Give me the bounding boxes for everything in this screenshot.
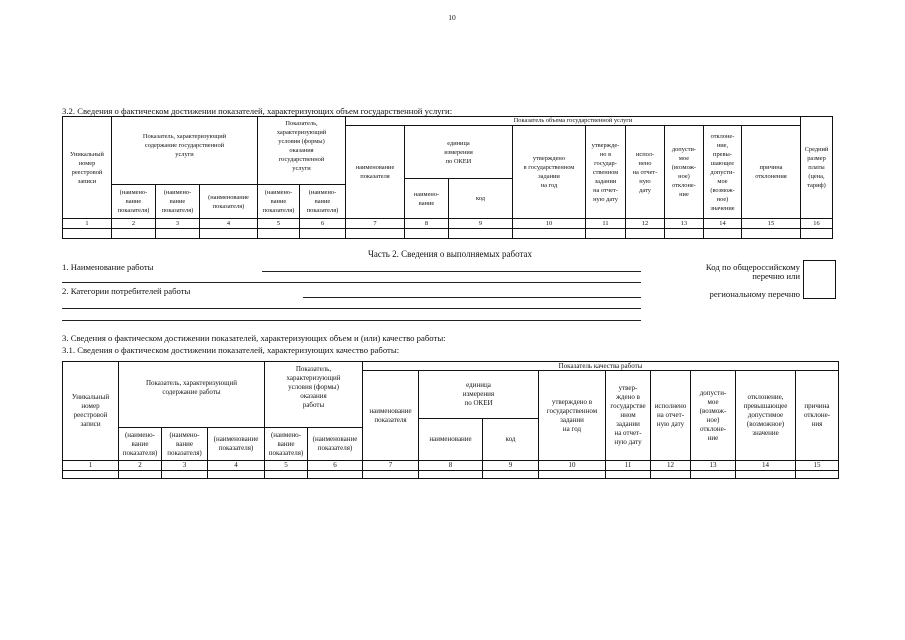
executed-header: испол- нено на отчет- ную дату	[626, 126, 665, 219]
column-number-cell: 14	[736, 461, 796, 471]
empty-value-cell	[796, 471, 839, 479]
code-label-line: региональному перечню	[709, 289, 800, 299]
indicator-name-header: наименование показателя	[346, 126, 405, 219]
empty-value-cell	[691, 471, 736, 479]
empty-value-cell	[119, 471, 162, 479]
empty-value-cell	[200, 229, 258, 239]
column-number-cell: 15	[742, 219, 801, 229]
column-number-cell: 6	[308, 461, 363, 471]
empty-value-cell	[346, 229, 405, 239]
column-number-cell: 11	[586, 219, 626, 229]
indicator-name-subheader: (наименование показателя)	[200, 185, 258, 219]
empty-value-cell	[801, 229, 833, 239]
column-number-cell: 9	[449, 219, 513, 229]
column-number-cell: 16	[801, 219, 833, 229]
column-number-cell: 2	[112, 219, 156, 229]
consumer-category-field-line	[62, 320, 641, 321]
okei-unit-name-header: наименование	[419, 419, 483, 461]
empty-value-cell	[513, 229, 586, 239]
deviation-reason-header: причина отклонения	[742, 126, 801, 219]
indicator-name-subheader: (наимено- вание показателя)	[156, 185, 200, 219]
code-label-line: перечню или	[752, 271, 800, 281]
page-number: 10	[448, 13, 456, 22]
column-number-cell: 5	[258, 219, 300, 229]
volume-table	[62, 116, 833, 239]
column-number-cell: 12	[651, 461, 691, 471]
average-fee-header: Средний размер платы (цена, тариф)	[801, 117, 833, 219]
okei-unit-code-header: код	[449, 179, 513, 219]
column-number-cell: 8	[419, 461, 483, 471]
consumer-category-field-line	[303, 297, 641, 298]
empty-value-cell	[626, 229, 665, 239]
allowed-deviation-header: допусти- мое (возмож- ное) отклоне- ние	[691, 371, 736, 461]
empty-value-cell	[586, 229, 626, 239]
column-number-cell: 7	[346, 219, 405, 229]
section-3-2-title: 3.2. Сведения о фактическом достижении показателей, характеризующих объем государственной услуги:	[62, 106, 453, 116]
column-number-cell: 2	[119, 461, 162, 471]
empty-value-cell	[308, 471, 363, 479]
indicator-name-subheader: (наимено- вание показателя)	[119, 428, 162, 461]
empty-value-cell	[265, 471, 308, 479]
okei-unit-name-header: наимено- вание	[405, 179, 449, 219]
okei-unit-header: единица измерения по ОКЕИ	[419, 371, 539, 419]
empty-value-cell	[606, 471, 651, 479]
part-2-title: Часть 2. Сведения о выполняемых работах	[368, 249, 532, 259]
section-3-1-title: 3.1. Сведения о фактическом достижении показателей, характеризующих качество работы:	[62, 345, 400, 355]
empty-value-cell	[63, 229, 112, 239]
excess-deviation-header: отклонение, превышающее допустимое (возможное) значение	[736, 371, 796, 461]
empty-value-cell	[162, 471, 208, 479]
excess-deviation-header: отклоне- ние, превы- шающее допусти- мое (возмож- ное) значение	[704, 126, 742, 219]
empty-value-cell	[63, 471, 119, 479]
empty-value-cell	[651, 471, 691, 479]
indicator-name-subheader: (наимено- вание показателя)	[300, 185, 346, 219]
empty-value-cell	[300, 229, 346, 239]
empty-value-cell	[419, 471, 483, 479]
indicator-name-subheader: (наименование показателя)	[208, 428, 265, 461]
empty-value-cell	[156, 229, 200, 239]
approved-for-year-header: утверждено в государственном задании на год	[513, 126, 586, 219]
conditions-indicator-header: Показатель, характеризующий условия (формы) оказания работы	[265, 362, 363, 428]
work-name-field-line	[62, 282, 641, 283]
unique-record-number-header: Уникальный номер реестровой записи	[63, 362, 119, 461]
column-number-cell: 12	[626, 219, 665, 229]
column-number-cell: 7	[363, 461, 419, 471]
code-box	[803, 260, 836, 299]
consumer-category-label: 2. Категории потребителей работы	[62, 286, 191, 296]
empty-value-cell	[665, 229, 704, 239]
indicator-name-subheader: (наимено- вание показателя)	[162, 428, 208, 461]
conditions-indicator-header: Показатель, характеризующий условия (формы) оказания государственной услуги	[258, 117, 346, 185]
column-number-cell: 14	[704, 219, 742, 229]
code-label-line: Код по общероссийскому	[705, 262, 800, 272]
content-indicator-header: Показатель, характеризующий содержание государственной услуги	[112, 117, 258, 185]
column-number-cell: 13	[665, 219, 704, 229]
indicator-name-subheader: (наименование показателя)	[308, 428, 363, 461]
work-name-label: 1. Наименование работы	[62, 262, 154, 272]
column-number-cell: 10	[513, 219, 586, 229]
volume-indicator-header: Показатель объема государственной услуги	[346, 117, 801, 126]
approved-for-year-header: утверждено в государственном задании на год	[539, 371, 606, 461]
indicator-name-subheader: (наимено- вание показателя)	[265, 428, 308, 461]
empty-value-cell	[208, 471, 265, 479]
approved-for-reporting-date-header: утвер- ждено в государстве нном задании на отчет- ную дату	[606, 371, 651, 461]
okei-unit-code-header: код	[483, 419, 539, 461]
indicator-name-subheader: (наимено- вание показателя)	[112, 185, 156, 219]
empty-value-cell	[363, 471, 419, 479]
empty-value-cell	[539, 471, 606, 479]
column-number-cell: 1	[63, 461, 119, 471]
column-number-cell: 5	[265, 461, 308, 471]
empty-value-cell	[483, 471, 539, 479]
content-indicator-header: Показатель, характеризующий содержание работы	[119, 362, 265, 428]
deviation-reason-header: причина отклоне- ния	[796, 371, 839, 461]
consumer-category-field-line	[62, 308, 641, 309]
indicator-name-subheader: (наимено- вание показателя)	[258, 185, 300, 219]
column-number-cell: 6	[300, 219, 346, 229]
column-number-cell: 3	[162, 461, 208, 471]
column-number-cell: 9	[483, 461, 539, 471]
empty-value-cell	[736, 471, 796, 479]
column-number-cell: 15	[796, 461, 839, 471]
column-number-cell: 1	[63, 219, 112, 229]
empty-value-cell	[449, 229, 513, 239]
column-number-cell: 11	[606, 461, 651, 471]
unique-record-number-header: Уникальный номер реестровой записи	[63, 117, 112, 219]
empty-value-cell	[704, 229, 742, 239]
column-number-cell: 4	[208, 461, 265, 471]
column-number-cell: 3	[156, 219, 200, 229]
approved-for-reporting-date-header: утвержде- но в государ- ственном задании на отчет- ную дату	[586, 126, 626, 219]
column-number-cell: 8	[405, 219, 449, 229]
indicator-name-header: наименование показателя	[363, 371, 419, 461]
quality-indicator-header: Показатель качества работы	[363, 362, 839, 371]
empty-value-cell	[112, 229, 156, 239]
column-number-cell: 10	[539, 461, 606, 471]
column-number-cell: 4	[200, 219, 258, 229]
empty-value-cell	[258, 229, 300, 239]
work-name-field-line	[262, 271, 641, 272]
column-number-cell: 13	[691, 461, 736, 471]
quality-table	[62, 361, 839, 479]
section-3-title: 3. Сведения о фактическом достижении показателей, характеризующих объем и (или) качество работы:	[62, 333, 446, 343]
empty-value-cell	[742, 229, 801, 239]
empty-value-cell	[405, 229, 449, 239]
allowed-deviation-header: допусти- мое (возмож- ное) отклоне- ние	[665, 126, 704, 219]
executed-header: исполнено на отчет- ную дату	[651, 371, 691, 461]
okei-unit-header: единица измерения по ОКЕИ	[405, 126, 513, 179]
